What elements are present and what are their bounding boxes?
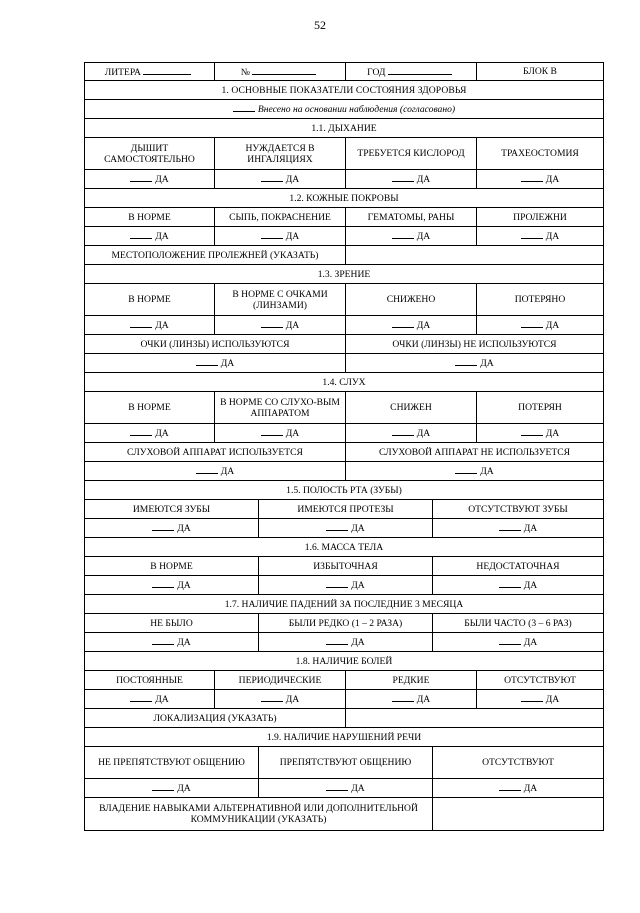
yes-field[interactable]: ДА <box>85 316 215 335</box>
hearing-option: В НОРМЕ <box>85 392 215 424</box>
yes-field[interactable]: ДА <box>346 227 477 246</box>
glasses-used-label: ОЧКИ (ЛИНЗЫ) ИСПОЛЬЗУЮТСЯ <box>85 335 346 354</box>
yes-field[interactable]: ДА <box>85 519 259 538</box>
mouth-option: ОТСУТСТВУЮТ ЗУБЫ <box>433 500 604 519</box>
yes-field[interactable]: ДА <box>346 424 477 443</box>
falls-option: БЫЛИ РЕДКО (1 – 2 РАЗА) <box>259 614 433 633</box>
hearing-title: 1.4. СЛУХ <box>85 373 604 392</box>
falls-option: НЕ БЫЛО <box>85 614 259 633</box>
speech-option: ПРЕПЯТСТВУЮТ ОБЩЕНИЮ <box>259 747 433 779</box>
litera-cell[interactable]: ЛИТЕРА <box>85 63 215 81</box>
weight-option: НЕДОСТАТОЧНАЯ <box>433 557 604 576</box>
yes-field[interactable]: ДА <box>433 633 604 652</box>
yes-field[interactable]: ДА <box>346 316 477 335</box>
yes-field[interactable]: ДА <box>477 227 604 246</box>
vision-option: В НОРМЕ С ОЧКАМИ (ЛИНЗАМИ) <box>215 284 346 316</box>
hearing-aid-used-label: СЛУХОВОЙ АППАРАТ ИСПОЛЬЗУЕТСЯ <box>85 443 346 462</box>
yes-field[interactable]: ДА <box>85 424 215 443</box>
yes-field[interactable]: ДА <box>433 576 604 595</box>
hearing-option: В НОРМЕ СО СЛУХО-ВЫМ АППАРАТОМ <box>215 392 346 424</box>
yes-field[interactable]: ДА <box>259 519 433 538</box>
yes-field[interactable]: ДА <box>477 690 604 709</box>
yes-field[interactable]: ДА <box>85 690 215 709</box>
pain-location-field[interactable] <box>346 709 604 728</box>
breathing-option: НУЖДАЕТСЯ В ИНГАЛЯЦИЯХ <box>215 138 346 170</box>
vision-option: В НОРМЕ <box>85 284 215 316</box>
vision-option: ПОТЕРЯНО <box>477 284 604 316</box>
yes-field[interactable]: ДА <box>346 690 477 709</box>
yes-field[interactable]: ДА <box>259 633 433 652</box>
skin-option: ГЕМАТОМЫ, РАНЫ <box>346 208 477 227</box>
yes-field[interactable]: ДА <box>85 462 346 481</box>
observation-note[interactable]: Внесено на основании наблюдения (согласовано) <box>85 100 604 119</box>
weight-option: В НОРМЕ <box>85 557 259 576</box>
speech-title: 1.9. НАЛИЧИЕ НАРУШЕНИЙ РЕЧИ <box>85 728 604 747</box>
number-cell[interactable]: № <box>215 63 346 81</box>
yes-field[interactable]: ДА <box>85 576 259 595</box>
yes-field[interactable]: ДА <box>215 316 346 335</box>
yes-field[interactable]: ДА <box>346 354 604 373</box>
skin-title: 1.2. КОЖНЫЕ ПОКРОВЫ <box>85 189 604 208</box>
mouth-title: 1.5. ПОЛОСТЬ РТА (ЗУБЫ) <box>85 481 604 500</box>
pain-option: ПЕРИОДИЧЕСКИЕ <box>215 671 346 690</box>
speech-option: ОТСУТСТВУЮТ <box>433 747 604 779</box>
weight-title: 1.6. МАССА ТЕЛА <box>85 538 604 557</box>
pain-title: 1.8. НАЛИЧИЕ БОЛЕЙ <box>85 652 604 671</box>
yes-field[interactable]: ДА <box>477 316 604 335</box>
yes-field[interactable]: ДА <box>433 519 604 538</box>
yes-field[interactable]: ДА <box>477 424 604 443</box>
year-cell[interactable]: ГОД <box>346 63 477 81</box>
yes-field[interactable]: ДА <box>85 227 215 246</box>
yes-field[interactable]: ДА <box>215 690 346 709</box>
yes-field[interactable]: ДА <box>85 354 346 373</box>
yes-field[interactable]: ДА <box>433 779 604 798</box>
hearing-option: СНИЖЕН <box>346 392 477 424</box>
section-title: 1. ОСНОВНЫЕ ПОКАЗАТЕЛИ СОСТОЯНИЯ ЗДОРОВЬЯ <box>85 81 604 100</box>
yes-field[interactable]: ДА <box>85 170 215 189</box>
pain-option: ПОСТОЯННЫЕ <box>85 671 215 690</box>
yes-field[interactable]: ДА <box>259 779 433 798</box>
speech-option: НЕ ПРЕПЯТСТВУЮТ ОБЩЕНИЮ <box>85 747 259 779</box>
aac-label: ВЛАДЕНИЕ НАВЫКАМИ АЛЬТЕРНАТИВНОЙ ИЛИ ДОПОЛНИТЕЛЬНОЙ КОММУНИКАЦИИ (УКАЗАТЬ) <box>85 798 433 831</box>
form-header-row <box>85 63 604 81</box>
bedsore-location-label: МЕСТОПОЛОЖЕНИЕ ПРОЛЕЖНЕЙ (УКАЗАТЬ) <box>85 246 346 265</box>
page-number: 52 <box>314 18 326 32</box>
pain-option: РЕДКИЕ <box>346 671 477 690</box>
breathing-option: ТРАХЕОСТОМИЯ <box>477 138 604 170</box>
weight-option: ИЗБЫТОЧНАЯ <box>259 557 433 576</box>
yes-field[interactable]: ДА <box>346 462 604 481</box>
vision-title: 1.3. ЗРЕНИЕ <box>85 265 604 284</box>
yes-field[interactable]: ДА <box>346 170 477 189</box>
aac-field[interactable] <box>433 798 604 831</box>
mouth-option: ИМЕЮТСЯ ЗУБЫ <box>85 500 259 519</box>
skin-option: ПРОЛЕЖНИ <box>477 208 604 227</box>
bedsore-location-field[interactable] <box>346 246 604 265</box>
falls-option: БЫЛИ ЧАСТО (3 – 6 РАЗ) <box>433 614 604 633</box>
yes-field[interactable]: ДА <box>85 779 259 798</box>
breathing-option: ДЫШИТ САМОСТОЯТЕЛЬНО <box>85 138 215 170</box>
pain-option: ОТСУТСТВУЮТ <box>477 671 604 690</box>
health-form <box>84 62 604 831</box>
yes-field[interactable]: ДА <box>259 576 433 595</box>
glasses-not-used-label: ОЧКИ (ЛИНЗЫ) НЕ ИСПОЛЬЗУЮТСЯ <box>346 335 604 354</box>
vision-option: СНИЖЕНО <box>346 284 477 316</box>
breathing-title: 1.1. ДЫХАНИЕ <box>85 119 604 138</box>
yes-field[interactable]: ДА <box>477 170 604 189</box>
yes-field[interactable]: ДА <box>85 633 259 652</box>
skin-option: В НОРМЕ <box>85 208 215 227</box>
yes-field[interactable]: ДА <box>215 424 346 443</box>
mouth-option: ИМЕЮТСЯ ПРОТЕЗЫ <box>259 500 433 519</box>
hearing-option: ПОТЕРЯН <box>477 392 604 424</box>
yes-field[interactable]: ДА <box>215 227 346 246</box>
falls-title: 1.7. НАЛИЧИЕ ПАДЕНИЙ ЗА ПОСЛЕДНИЕ 3 МЕСЯЦА <box>85 595 604 614</box>
breathing-option: ТРЕБУЕТСЯ КИСЛОРОД <box>346 138 477 170</box>
yes-field[interactable]: ДА <box>215 170 346 189</box>
skin-option: СЫПЬ, ПОКРАСНЕНИЕ <box>215 208 346 227</box>
pain-location-label: ЛОКАЛИЗАЦИЯ (УКАЗАТЬ) <box>85 709 346 728</box>
hearing-aid-not-used-label: СЛУХОВОЙ АППАРАТ НЕ ИСПОЛЬЗУЕТСЯ <box>346 443 604 462</box>
block-label: БЛОК В <box>477 63 604 81</box>
